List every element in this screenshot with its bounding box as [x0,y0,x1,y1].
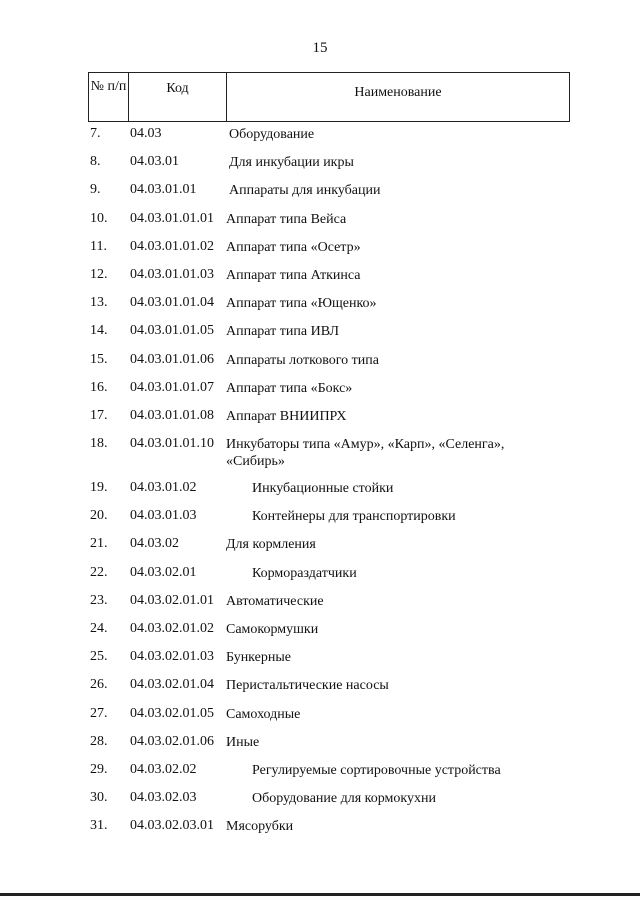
row-name: Бункерные [226,650,291,666]
table-row [0,152,640,180]
row-code: 04.03.02.01.03 [130,649,214,665]
row-code: 04.03.02.01.05 [130,705,214,721]
table-row [0,675,640,703]
row-code: 04.03.01.02 [130,480,197,496]
row-number: 12. [90,266,108,282]
table-row [0,378,640,406]
table-row [0,209,640,237]
row-name: Кормораздатчики [252,565,357,581]
table-row [0,478,640,506]
row-number: 23. [90,592,108,608]
row-name: Аппарат типа «Ющенко» [226,296,377,312]
row-name: Аппарат ВНИИПРХ [226,408,347,424]
row-number: 22. [90,564,108,580]
row-number: 13. [90,295,108,311]
row-code: 04.03.01.01.03 [130,266,214,282]
row-name: Контейнеры для транспортировки [252,509,456,525]
row-number: 30. [90,790,108,806]
row-code: 04.03.02.03 [130,790,197,806]
row-number: 24. [90,621,108,636]
table-row [0,321,640,349]
row-code: 04.03.02 [130,536,179,552]
table-row [0,237,640,265]
header-num: № п/п [89,73,129,121]
row-code: 04.03.01.01.06 [130,351,214,367]
table-row [0,265,640,293]
row-code: 04.03 [130,126,162,141]
row-number: 17. [90,407,108,423]
table-row [0,732,640,760]
row-code: 04.03.01.01.02 [130,238,214,254]
row-name: Автоматические [226,593,324,609]
row-number: 9. [90,182,101,198]
row-number: 29. [90,761,108,777]
row-name: Аппарат типа Аткинса [226,267,361,283]
row-name: Перистальтические насосы [226,678,389,694]
row-name: Аппарат типа ИВЛ [226,324,340,340]
row-code: 04.03.01.01.08 [130,407,214,423]
row-name: Для инкубации икры [229,155,354,171]
row-code: 04.03.01.01.07 [130,379,214,395]
table-header [88,72,570,122]
header-name: Наименование [354,85,442,100]
table-row [0,534,640,562]
table-row [0,591,640,619]
table-row [0,506,640,534]
table-row [0,406,640,434]
table-row [0,563,640,591]
row-number: 21. [90,536,108,552]
table-row [0,788,640,816]
row-number: 19. [90,480,108,496]
row-number: 10. [90,210,108,226]
table-row [0,619,640,647]
row-number: 8. [90,154,101,170]
row-name: Самоходные [226,706,301,722]
row-name: Инкубационные стойки [252,481,394,497]
row-code: 04.03.01 [130,154,179,170]
row-number: 26. [90,677,108,693]
table-body [0,124,640,845]
table-row [0,760,640,788]
row-code: 04.03.02.03.01 [130,818,214,834]
row-code: 04.03.01.03 [130,508,197,524]
scan-edge-line [0,893,640,896]
row-name: Мясорубки [226,819,294,835]
row-code: 04.03.01.01.10 [130,436,214,452]
table-row [0,816,640,844]
row-number: 7. [90,126,101,141]
row-code: 04.03.01.01.04 [130,295,214,311]
row-name: Аппарат типа Вейса [226,211,347,227]
row-code: 04.03.02.01.06 [130,733,214,749]
table-row [0,180,640,208]
table-row [0,350,640,378]
row-name: Инкубаторы типа «Амур», «Карп», «Селенга», «Сибирь» [226,437,505,470]
page-number: 15 [312,40,328,56]
row-name: Аппараты лоткового типа [226,352,379,368]
header-code: Код [129,73,227,121]
table-row [0,647,640,675]
row-name: Для кормления [226,537,316,553]
table-row [0,434,640,478]
row-number: 15. [90,351,108,367]
row-number: 27. [90,705,108,721]
row-name: Регулируемые сортировочные устройства [252,762,501,778]
row-number: 20. [90,508,108,524]
row-number: 18. [90,436,108,452]
row-number: 28. [90,733,108,749]
table-row [0,293,640,321]
table-row [0,124,640,152]
row-name: Оборудование [229,127,315,142]
table-row [0,704,640,732]
row-code: 04.03.02.01.02 [130,621,214,636]
row-code: 04.03.02.02 [130,761,197,777]
row-number: 31. [90,818,108,834]
row-number: 16. [90,379,108,395]
row-name: Аппарат типа «Бокс» [226,380,353,396]
row-code: 04.03.02.01.01 [130,592,214,608]
row-number: 14. [90,323,108,339]
row-code: 04.03.01.01 [130,182,197,198]
row-code: 04.03.02.01.04 [130,677,214,693]
row-number: 11. [90,238,107,254]
row-code: 04.03.02.01 [130,564,197,580]
row-number: 25. [90,649,108,665]
row-code: 04.03.01.01.05 [130,323,214,339]
row-name: Самокормушки [226,622,319,637]
row-name: Аппараты для инкубации [229,183,381,199]
row-code: 04.03.01.01.01 [130,210,214,226]
row-name: Оборудование для кормокухни [252,791,437,807]
row-name: Аппарат типа «Осетр» [226,239,361,255]
row-name: Иные [226,734,260,750]
